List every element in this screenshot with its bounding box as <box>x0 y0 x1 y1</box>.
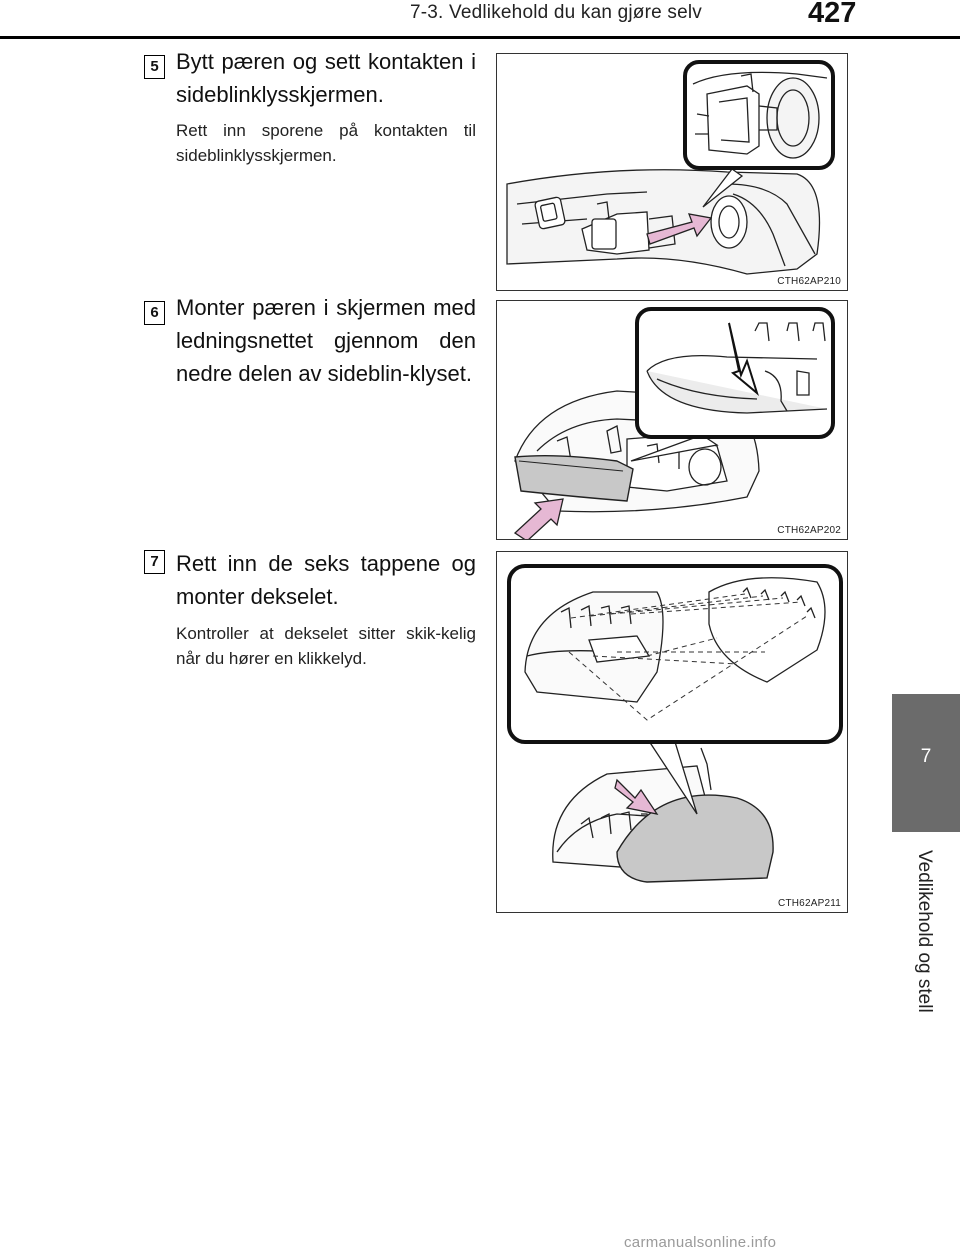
push-arrow <box>515 499 563 540</box>
chapter-label: Vedlikehold og stell <box>914 850 935 1013</box>
page-number: 427 <box>808 0 857 29</box>
step-6-figure-code: CTH62AP202 <box>777 525 841 536</box>
header-section-title: 7-3. Vedlikehold du kan gjøre selv <box>410 2 702 23</box>
step-5-title: Bytt pæren og sett kontakten i sideblinklysskjermen. <box>176 49 476 107</box>
step-7-title: Rett inn de seks tappene og monter dekselet. <box>176 551 476 609</box>
step-5-note: Rett inn sporene på kontakten til sideblinklysskjermen. <box>176 121 476 165</box>
chapter-number: 7 <box>920 746 932 767</box>
step-6-badge: 6 <box>144 301 165 325</box>
chapter-label-wrap <box>900 850 952 1060</box>
bulb-connector-illustration <box>497 54 848 291</box>
step-6-figure <box>496 300 848 540</box>
step-5-figure-code: CTH62AP210 <box>777 276 841 287</box>
step-7-note: Kontroller at dekselet sitter skik-kelig når du hører en klikkelyd. <box>176 624 476 668</box>
step-5-badge: 5 <box>144 55 165 79</box>
chapter-tab <box>892 694 960 832</box>
step-6-title: Monter pæren i skjermen med ledningsnettet gjennom den nedre delen av sideblin-klyset. <box>176 295 476 386</box>
step-7-figure-code: CTH62AP211 <box>778 898 841 909</box>
lamp-housing-illustration <box>497 301 848 540</box>
step-7-figure <box>496 551 848 913</box>
watermark: carmanualsonline.info <box>624 1234 777 1251</box>
step-5-figure <box>496 53 848 291</box>
step-7-badge: 7 <box>144 550 165 574</box>
mirror-cover-illustration <box>497 552 848 913</box>
header-rule <box>0 36 960 39</box>
